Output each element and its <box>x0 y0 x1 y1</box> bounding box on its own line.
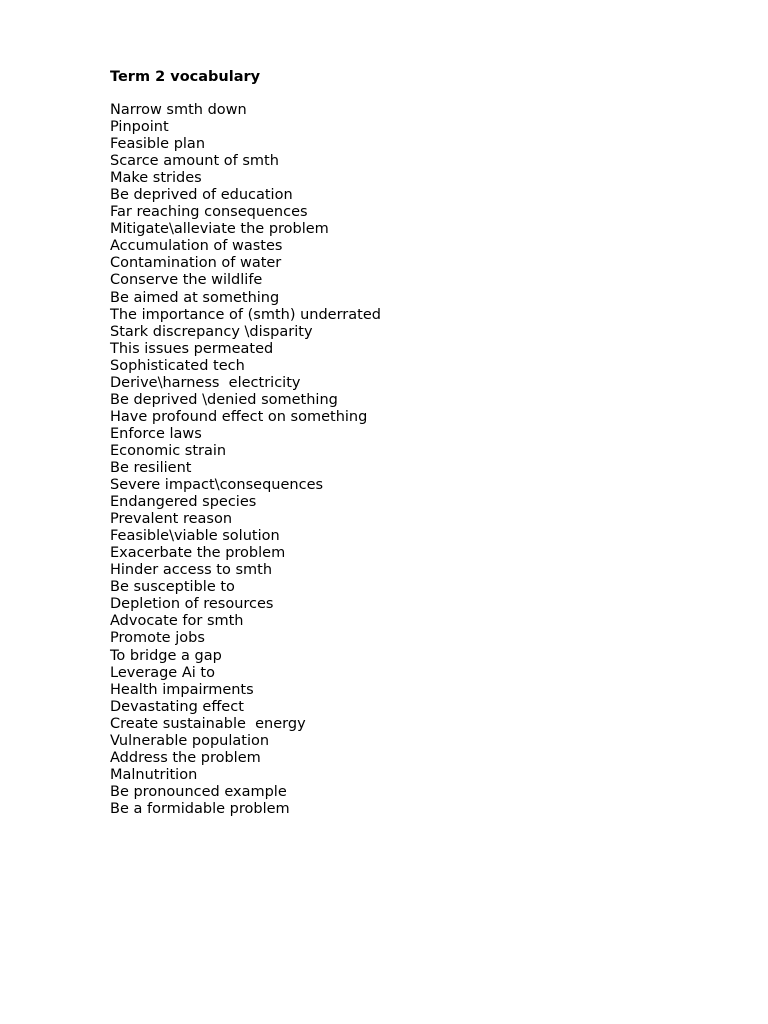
vocabulary-item: Be a formidable problem <box>110 800 290 817</box>
vocabulary-item: Narrow smth down <box>110 102 247 118</box>
vocabulary-item: Create sustainable energy <box>110 715 306 732</box>
vocabulary-item: Conserve the wildlife <box>110 272 263 289</box>
vocabulary-item: Feasible plan <box>110 136 206 153</box>
vocabulary-item: Prevalent reason <box>110 511 233 528</box>
vocabulary-item: Leverage Ai to <box>110 664 215 681</box>
vocabulary-item: Derive\harness electricity <box>110 374 301 391</box>
vocabulary-item: Malnutrition <box>110 766 198 783</box>
vocabulary-item: Be susceptible to <box>110 579 235 596</box>
vocabulary-item: Severe impact\consequences <box>110 477 324 494</box>
vocabulary-item: Vulnerable population <box>110 732 270 749</box>
vocabulary-item: Accumulation of wastes <box>110 238 283 255</box>
vocabulary-item: Endangered species <box>110 494 257 511</box>
vocabulary-item: Sophisticated tech <box>110 357 245 374</box>
vocabulary-item: Be pronounced example <box>110 783 287 800</box>
vocabulary-item: Health impairments <box>110 681 254 698</box>
vocabulary-item: Promote jobs <box>110 630 205 647</box>
vocabulary-item: Enforce laws <box>110 425 202 442</box>
vocabulary-item: Address the problem <box>110 749 261 766</box>
vocabulary-list <box>110 102 710 818</box>
vocabulary-item: Be aimed at something <box>110 289 280 306</box>
vocabulary-item: Pinpoint <box>110 119 169 136</box>
vocabulary-item: Economic strain <box>110 442 227 459</box>
vocabulary-item: Advocate for smth <box>110 613 244 630</box>
vocabulary-item: Stark discrepancy \disparity <box>110 323 313 340</box>
vocabulary-item: Depletion of resources <box>110 596 274 613</box>
vocabulary-item: Hinder access to smth <box>110 562 273 579</box>
vocabulary-item: Have profound effect on something <box>110 408 368 425</box>
vocabulary-item: Feasible\viable solution <box>110 528 280 545</box>
vocabulary-item: The importance of (smth) underrated <box>110 306 381 323</box>
vocabulary-item: Mitigate\alleviate the problem <box>110 221 329 238</box>
document-title: Term 2 vocabulary <box>110 69 261 85</box>
vocabulary-item: Make strides <box>110 170 202 187</box>
vocabulary-item: Be deprived of education <box>110 187 293 204</box>
vocabulary-item: Contamination of water <box>110 255 282 272</box>
vocabulary-item: This issues permeated <box>110 340 274 357</box>
vocabulary-item: Devastating effect <box>110 698 244 715</box>
vocabulary-item: Far reaching consequences <box>110 204 308 221</box>
document-content <box>110 68 710 818</box>
vocabulary-item: Be deprived \denied something <box>110 391 338 408</box>
vocabulary-item: Be resilient <box>110 459 192 476</box>
vocabulary-item: Scarce amount of smth <box>110 153 279 170</box>
vocabulary-item: To bridge a gap <box>110 647 222 664</box>
vocabulary-item: Exacerbate the problem <box>110 545 286 562</box>
